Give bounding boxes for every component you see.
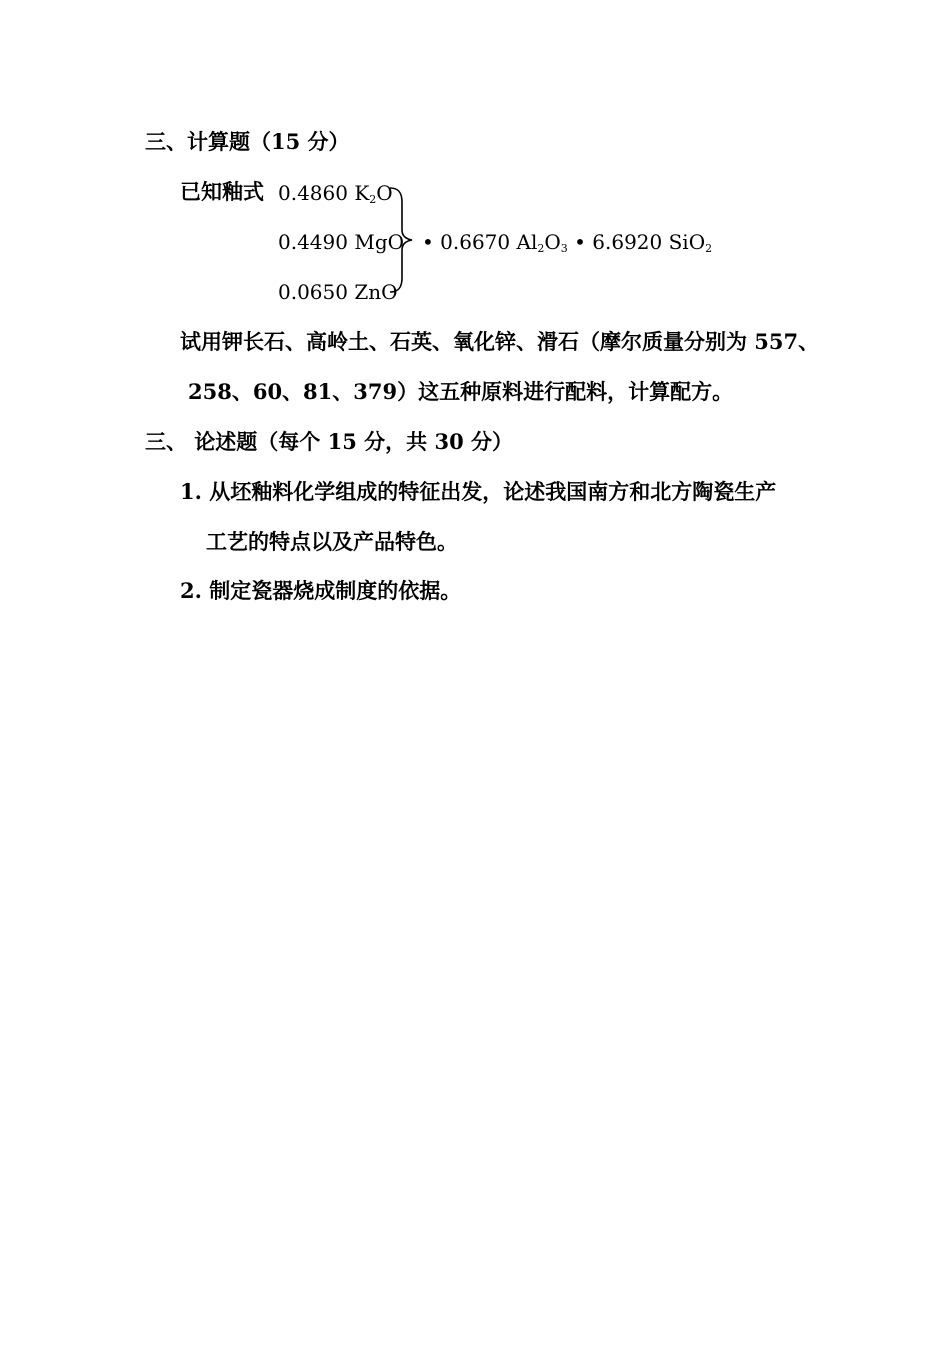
sio2-coef: • 6.6920 [574,230,663,254]
glaze-row-zno [278,279,398,305]
glaze-formula-prefix: 已知釉式 [180,179,264,204]
calc-question-line-1: 试用钾长石、高岭土、石英、氧化锌、滑石（摩尔质量分别为 557、 [180,329,820,354]
glaze-row-mgo [278,229,404,255]
glaze-row-zno-coef: 0.0650 [278,280,348,304]
al2o3-formula: $Al_2O_3$ [516,230,568,255]
calc-section-heading: 三、计算题（15 分） [145,129,350,154]
calc-question-line-2: 258、60、81、379）这五种原料进行配料，计算配方。 [188,379,734,404]
glaze-acid-part [422,229,712,255]
glaze-row-zno-oxide: ZnO [354,280,398,304]
right-curly-brace-icon [388,178,424,302]
sio2-formula: SiO$_2$ [668,230,713,255]
glaze-row-k2o [278,180,393,206]
essay-question-1-line-1: 1. 从坯釉料化学组成的特征出发，论述我国南方和北方陶瓷生产 [180,479,777,504]
essay-section-heading: 三、 论述题（每个 15 分，共 30 分） [145,429,514,454]
essay-question-2: 2. 制定瓷器烧成制度的依据。 [180,578,462,603]
al2o3-coef: • 0.6670 [422,230,511,254]
glaze-row-k2o-coef: 0.4860 [278,181,348,205]
glaze-row-mgo-coef: 0.4490 [278,230,348,254]
essay-question-1-line-2: 工艺的特点以及产品特色。 [206,529,458,554]
glaze-row-k2o-oxide: $K_2O$ [354,181,393,206]
glaze-row-mgo-oxide: MgO [354,230,405,254]
